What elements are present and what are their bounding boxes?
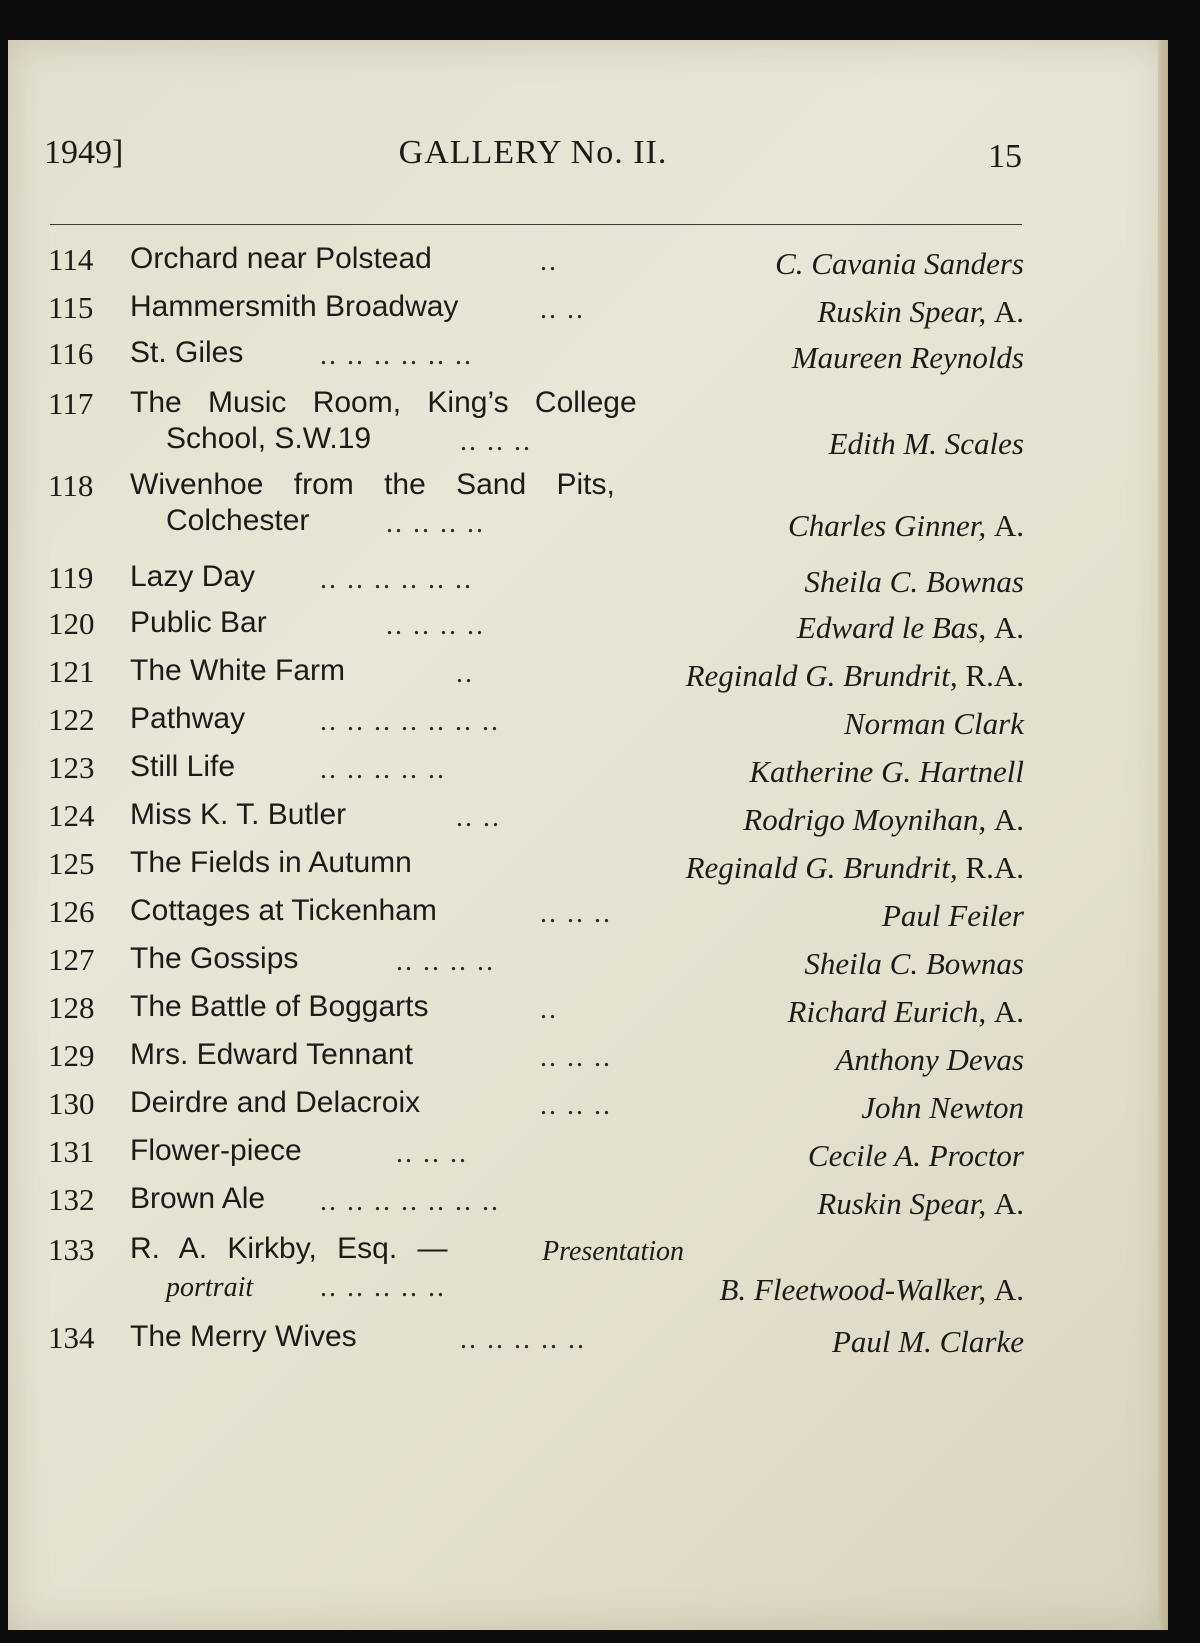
- leader-dots: .. ..: [540, 294, 585, 325]
- entry-title: Pathway: [130, 702, 246, 735]
- leader-dots: .. .. .. .. .. .. ..: [320, 1186, 500, 1217]
- entry-title: Wivenhoe from the Sand Pits,: [130, 468, 615, 501]
- header-year: 1949]: [44, 134, 124, 171]
- entry-title: The Gossips: [130, 942, 299, 975]
- page-edge: [1158, 40, 1168, 1630]
- leader-dots: .. .. ..: [540, 898, 612, 929]
- entry-number: 114: [48, 242, 94, 277]
- leader-dots: .. .. ..: [396, 1138, 468, 1169]
- entry-title: The Merry Wives: [130, 1320, 357, 1353]
- entry-title-continued: Colchester: [166, 504, 310, 537]
- leader-dots: .. .. .. .. ..: [460, 1324, 586, 1355]
- entry-artist: Anthony Devas: [835, 1042, 1024, 1077]
- entry-number: 132: [48, 1182, 95, 1217]
- entry-artist: Reginald G. Brundrit, R.A.: [685, 658, 1024, 693]
- entry-number: 127: [48, 942, 95, 977]
- entry-number: 126: [48, 894, 95, 929]
- entry-number: 130: [48, 1086, 95, 1121]
- leader-dots: ..: [540, 994, 558, 1025]
- entry-artist: B. Fleetwood-Walker, A.: [719, 1272, 1024, 1307]
- entry-number: 121: [48, 654, 95, 689]
- leader-dots: .. .. ..: [540, 1042, 612, 1073]
- entry-number: 128: [48, 990, 95, 1025]
- entry-title-continued: School, S.W.19: [166, 422, 372, 455]
- entry-artist: Edward le Bas, A.: [796, 610, 1024, 645]
- leader-dots: .. .. .. ..: [386, 610, 485, 641]
- entry-artist: Reginald G. Brundrit, R.A.: [685, 850, 1024, 885]
- entry-title: St. Giles: [130, 336, 244, 369]
- entry-artist: Ruskin Spear, A.: [817, 1186, 1024, 1221]
- entry-title: Miss K. T. Butler: [130, 798, 347, 831]
- leader-dots: .. .. .. .. .. .. ..: [320, 706, 500, 737]
- entry-title: Still Life: [130, 750, 236, 783]
- entry-title: The Battle of Boggarts: [130, 990, 429, 1023]
- entry-number: 134: [48, 1320, 95, 1355]
- entry-title: The Music Room, King’s College: [130, 386, 637, 419]
- entry-artist: Sheila C. Bownas: [804, 564, 1024, 599]
- entry-title: The White Farm: [130, 654, 346, 687]
- entry-number: 117: [48, 386, 94, 421]
- entry-title: Hammersmith Broadway: [130, 290, 459, 323]
- entry-artist: Cecile A. Proctor: [807, 1138, 1024, 1173]
- entry-title: The Fields in Autumn: [130, 846, 412, 879]
- entry-artist: Paul M. Clarke: [832, 1324, 1024, 1359]
- entry-title: R. A. Kirkby, Esq. —: [130, 1232, 448, 1265]
- entry-number: 123: [48, 750, 95, 785]
- leader-dots: ..: [456, 658, 474, 689]
- leader-dots: .. .. .. .. ..: [320, 754, 446, 785]
- leader-dots: .. .. .. .. ..: [320, 1272, 446, 1303]
- entry-title: Lazy Day: [130, 560, 256, 593]
- leader-dots: .. .. ..: [540, 1090, 612, 1121]
- entry-artist: Ruskin Spear, A.: [817, 294, 1024, 329]
- entry-title: Orchard near Polstead: [130, 242, 432, 275]
- entry-number: 120: [48, 606, 95, 641]
- entry-artist: Katherine G. Hartnell: [749, 754, 1024, 789]
- leader-dots: .. .. .. .. .. ..: [320, 340, 473, 371]
- entry-title-continued: portrait: [166, 1272, 254, 1303]
- entry-number: 131: [48, 1134, 95, 1169]
- entry-number: 118: [48, 468, 94, 503]
- entry-artist: Sheila C. Bownas: [804, 946, 1024, 981]
- entry-artist: Norman Clark: [844, 706, 1024, 741]
- entry-title-italic: Presentation: [542, 1236, 685, 1267]
- leader-dots: .. .. .. ..: [396, 946, 495, 977]
- entry-number: 125: [48, 846, 95, 881]
- header-title: GALLERY No. II.: [398, 134, 668, 171]
- entry-number: 122: [48, 702, 95, 737]
- entry-title: Cottages at Tickenham: [130, 894, 437, 927]
- leader-dots: .. .. ..: [460, 426, 532, 457]
- entry-artist: Richard Eurich, A.: [787, 994, 1024, 1029]
- entry-number: 119: [48, 560, 94, 595]
- entry-artist: Rodrigo Moynihan, A.: [743, 802, 1024, 837]
- leader-dots: .. ..: [456, 802, 501, 833]
- entry-artist: John Newton: [861, 1090, 1024, 1125]
- entry-artist: Paul Feiler: [881, 898, 1024, 933]
- entry-title: Brown Ale: [130, 1182, 266, 1215]
- entry-number: 116: [48, 336, 94, 371]
- entry-number: 124: [48, 798, 95, 833]
- leader-dots: ..: [540, 246, 558, 277]
- catalogue-list: [34, 0, 1024, 1643]
- entry-artist: Maureen Reynolds: [791, 340, 1024, 375]
- entry-artist: Charles Ginner, A.: [788, 508, 1024, 543]
- entry-title: Public Bar: [130, 606, 267, 639]
- entry-title: Mrs. Edward Tennant: [130, 1038, 413, 1071]
- entry-title: Deirdre and Delacroix: [130, 1086, 421, 1119]
- entry-artist: C. Cavania Sanders: [775, 246, 1024, 281]
- entry-number: 129: [48, 1038, 95, 1073]
- page-number: 15: [988, 138, 1022, 175]
- entry-number: 133: [48, 1232, 95, 1267]
- entry-number: 115: [48, 290, 94, 325]
- entry-title: Flower-piece: [130, 1134, 302, 1167]
- leader-dots: .. .. .. .. .. ..: [320, 564, 473, 595]
- leader-dots: .. .. .. ..: [386, 508, 485, 539]
- entry-artist: Edith M. Scales: [828, 426, 1024, 461]
